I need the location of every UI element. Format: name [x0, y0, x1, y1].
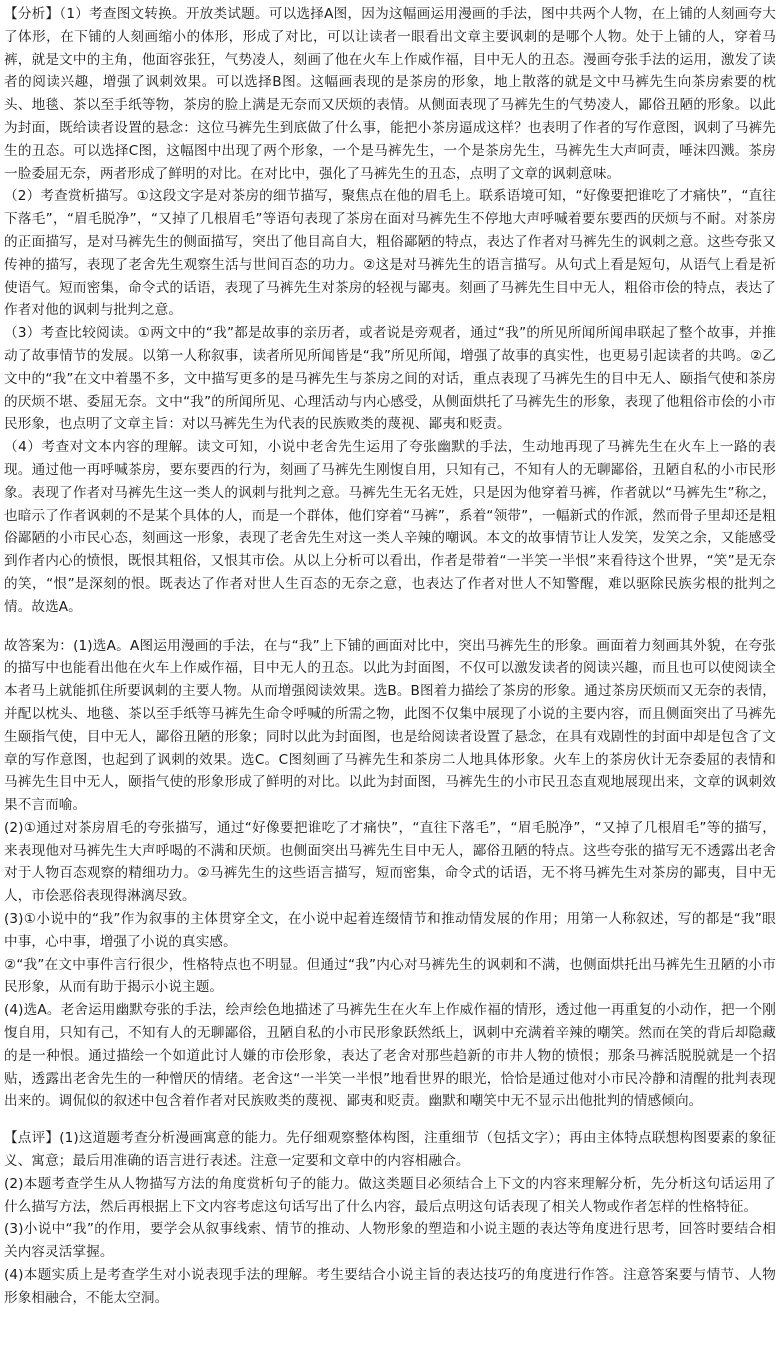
- comment-part-1: 【点评】(1)这道题考查分析漫画寓意的能力。先仔细观察整体构图，注重细节（包括文字）；再由主体特点联想构图要素的象征义、寓意；最后用准确的语言进行表述。注意一定要和文章中的内容相融合。: [4, 1130, 776, 1170]
- analysis-part-2: （2）考查赏析描写。①这段文字是对茶房的细节描写，聚焦点在他的眉毛上。联系语境可知，“好像要把谁吃了才痛快”，“直往下落毛”，“眉毛脱净”，“又掉了几根眉毛”等语句表现了茶房在面对马裤先生不停地大声呼喊着要东要西的厌烦与不耐。对茶房的正面描写，是对马裤先生的侧面描写，突出了他目高自大，粗俗鄙陋的特点，表达了作者对马裤先生的讽刺之意。这些夸张又传神的描写，表现了老舍先生观察生活与世间百态的功力。②这是对马裤先生的语言描写。从句式上看是短句，从语气上看是祈使语气。短而密集，命令式的话语，表现了马裤先生对茶房的轻视与鄙夷。刻画了马裤先生目中无人，粗俗市侩的特点，表达了作者对他的讽刺与批判之意。: [4, 188, 776, 319]
- answer-part-3b: ②“我”在文中事件言行很少，性格特点也不明显。但通过“我”内心对马裤先生的讽刺和不满，也侧面烘托出马裤先生丑陋的小市民形象，从而有助于揭示小说主题。: [4, 956, 776, 996]
- section-divider: [4, 1113, 776, 1127]
- analysis-part-4: （4）考查对文本内容的理解。读文可知，小说中老舍先生运用了夸张幽默的手法，生动地再现了马裤先生在火车上一路的表现。通过他一再呼喊茶房，要东要西的行为，刻画了马裤先生刚愎自用，只知有己，不知有人的无聊鄙俗，丑陋自私的小市民形象。表现了作者对马裤先生这一类人的讽刺与批判之意。马裤先生无名无姓，只是因为他穿着马裤，作者就以“马裤先生”称之，也暗示了作者讽刺的不是某个具体的人，而是一个群体，他们穿着“马裤”，系着“领带”，一幅新式的作派，然而骨子里却还是粗俗鄙陋的小市民心态，刻画这一形象，表现了老舍先生对这一类人辛辣的嘲讽。本文的故事情节让人发笑，发笑之余，又能感受到作者内心的愤恨，既恨其粗俗，又恨其市侩。从以上分析可以看出，作者是带着“一半笑一半恨”来看待这个世界，“笑”是无奈的笑，“恨”是深刻的恨。既表达了作者对世人生百态的无奈之意，也表达了作者对世人不知警醒，难以驱除民族劣根的批判之情。故选A。: [4, 439, 776, 615]
- analysis-part-1: 【分析】（1）考查图文转换。开放类试题。可以选择A图，因为这幅画运用漫画的手法，图中共两个人物，在上铺的人刻画夸大了体形，在下铺的人刻画缩小的体形，形成了对比，可以让读者一眼看出文章主要讽刺的是哪个人物。处于上铺的人，穿着马裤，就是文中的主角，他面容张狂，气势凌人，刻画了他在火车上作威作福，目中无人的丑态。漫画夸张手法的运用，激发了读者的阅读兴趣，增强了讽刺效果。可以选择B图。这幅画表现的是茶房的形象，地上散落的就是文中马裤先生向茶房索要的枕头、地毯、茶以至手纸等物，茶房的脸上满是无奈而又厌烦的表情。从侧面表现了马裤先生的气势凌人，鄙俗丑陋的形象。以此为封面，既给读者设置的悬念：这位马裤先生到底做了什么事，能把小茶房逼成这样？也表明了作者的写作意图，讽刺了马裤先生的丑态。可以选择C图，这幅图中出现了两个形象，一个是马裤先生，一个是茶房先生，马裤先生大声呵责，唾沫四溅。茶房一脸委屈无奈，两者形成了鲜明的对比。在对比中，强化了马裤先生的丑态，点明了文章的讽刺意味。: [4, 6, 776, 182]
- answer-section: [4, 635, 776, 1114]
- section-divider: [4, 619, 776, 635]
- comment-part-3: (3)小说中“我”的作用，要学会从叙事线索、情节的推动、人物形象的塑造和小说主题的表达等角度进行思考，回答时要结合相关内容灵活掌握。: [4, 1221, 776, 1261]
- comment-part-2: (2)本题考查学生从人物描写方法的角度赏析句子的能力。做这类题目必须结合上下文的内容来理解分析，先分析这句话运用了什么描写方法，然后再根据上下文内容考虑这句话写出了什么内容，最后点明这句话表现了相关人物或作者怎样的性格特征。: [4, 1175, 776, 1215]
- answer-part-3: (3)①小说中的“我”作为叙事的主体贯穿全文，在小说中起着连缀情节和推动情发展的作用；用第一人称叙述，写的都是“我”眼中事，心中事，增强了小说的真实感。: [4, 911, 776, 950]
- answer-part-2: (2)①通过对茶房眉毛的夸张描写，通过“好像要把谁吃了才痛快”，“直往下落毛”，“眉毛脱净”，“又掉了几根眉毛”等的描写，来表现他对马裤先生大声呼喝的不满和厌烦。也侧面突出马裤先生目中无人，鄙俗丑陋的特点。这些夸张的描写无不透露出老舍对于人物百态观察的精细功力。②马裤先生的这些语言描写，短而密集，命令式的话语，无不将马裤先生对茶房的鄙夷，目中无人，市侩恶俗表现得淋漓尽致。: [4, 819, 776, 905]
- answer-part-1: 故答案为：(1)选A。A图运用漫画的手法，在与“我”上下铺的画面对比中，突出马裤先生的形象。画面着力刻画其外貌，在夸张的描写中也能看出他在火车上作威作福，目中无人的丑态。以此为封面图，不仅可以激发读者的阅读兴趣，而且也可以使阅读全本者马上就能抓住所要讽刺的主要人物。从而增强阅读效果。选B。B图着力描绘了茶房的形象。通过茶房厌烦而又无奈的表情，并配以枕头、地毯、茶以至手纸等马裤先生命令呼喊的所需之物，此图不仅集中展现了小说的主要内容，而且侧面突出了马裤先生颐指气使，目中无人，鄙俗丑陋的形象；同时以此为封面图，也是给阅读者设置了悬念，在具有戏剧性的封面中却是包含了文章的写作意图，也起到了讽刺的效果。选C。C图刻画了马裤先生和茶房二人地具体形象。火车上的茶房伙计无奈委屈的表情和马裤先生目中无人，颐指气使的形象形成了鲜明的对比。以此为封面图，马裤先生的小市民丑态直观地展现出来，文章的讽刺效果不言而喻。: [4, 637, 777, 814]
- analysis-part-3: （3）考查比较阅读。①两文中的“我”都是故事的亲历者，或者说是旁观者，通过“我”的所见所闻所闻串联起了整个故事，并推动了故事情节的发展。以第一人称叙事，读者所见所闻皆是“我”所见所闻，增强了故事的真实性，也更易引起读者的共鸣。②乙文中的“我”在文中着墨不多，文中描写更多的是马裤先生与茶房之间的对话，重点表现了马裤先生的目中无人、颐指气使和茶房的厌烦不堪、委屈无奈。文中“我”的所闻所见、心理活动与内心感受，从侧面烘托了马裤先生的形象，表现了他粗俗市侩的小市民形象，也点明了文章主旨：对以马裤先生为代表的民族败类的蔑视、鄙夷和贬责。: [4, 325, 776, 433]
- comment-part-4: (4)本题实质上是考查学生对小说表现手法的理解。考生要结合小说主旨的表达技巧的角度进行作答。注意答案要与情节、人物形象相融合，不能太空洞。: [4, 1267, 776, 1306]
- answer-part-4: (4)选A。老舍运用幽默夸张的手法，绘声绘色地描述了马裤先生在火车上作威作福的情形，透过他一再重复的小动作，把一个刚愎自用，只知有己，不知有人的无聊鄙俗，丑陋自私的小市民形象跃然纸上，讽刺中充满着辛辣的嘲笑。然而在笑的背后却隐藏的是一种恨。通过描绘一个如道此讨人嫌的市侩形象，表达了老舍对那些趋新的市井人物的愤恨；那条马裤活脱脱就是一个招贴，透露出老舍先生的一种憎厌的情绪。老舍这“一半笑一半恨”地看世界的眼光，恰恰是通过他对小市民冷静和清醒的批判表现出来的。调侃似的叙述中包含着作者对民族败类的蔑视、鄙夷和贬责。幽默和嘲笑中无不显示出他批判的情感倾向。: [4, 1002, 776, 1110]
- analysis-section: [4, 3, 776, 619]
- comment-section: [4, 1127, 776, 1309]
